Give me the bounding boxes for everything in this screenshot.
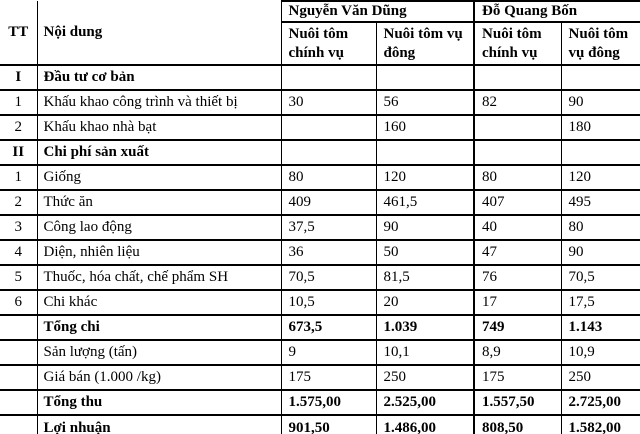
row-number-cell xyxy=(0,390,37,415)
value-cell xyxy=(376,65,474,90)
table-row xyxy=(0,415,640,434)
item-label-cell: Diện, nhiên liệu xyxy=(37,240,281,265)
item-label-cell: Tổng thu xyxy=(37,390,281,415)
table-row xyxy=(0,65,640,90)
row-number-cell xyxy=(0,365,37,390)
value-cell: 749 xyxy=(474,315,561,340)
row-number-cell: 2 xyxy=(0,115,37,140)
value-cell: 2.525,00 xyxy=(376,390,474,415)
subcolumn-header-chinh-vu-1: Nuôi tôm chính vụ xyxy=(281,22,376,65)
value-cell: 120 xyxy=(561,165,640,190)
subcolumn-header-vu-dong-2: Nuôi tôm vụ đông xyxy=(561,22,640,65)
value-cell xyxy=(561,65,640,90)
value-cell: 1.582,00 xyxy=(561,415,640,434)
value-cell: 2.725,00 xyxy=(561,390,640,415)
table-row xyxy=(0,115,640,140)
value-cell: 250 xyxy=(376,365,474,390)
value-cell: 901,50 xyxy=(281,415,376,434)
table-row xyxy=(0,90,640,115)
table-row xyxy=(0,390,640,415)
row-number-cell: 1 xyxy=(0,90,37,115)
value-cell: 175 xyxy=(281,365,376,390)
value-cell: 180 xyxy=(561,115,640,140)
item-label-cell: Thức ăn xyxy=(37,190,281,215)
value-cell: 1.575,00 xyxy=(281,390,376,415)
value-cell: 10,1 xyxy=(376,340,474,365)
value-cell: 90 xyxy=(376,215,474,240)
value-cell: 1.486,00 xyxy=(376,415,474,434)
table-body xyxy=(0,65,640,434)
value-cell xyxy=(474,115,561,140)
value-cell: 70,5 xyxy=(561,265,640,290)
item-label-cell: Chi phí sản xuất xyxy=(37,140,281,165)
value-cell: 30 xyxy=(281,90,376,115)
value-cell: 160 xyxy=(376,115,474,140)
value-cell: 461,5 xyxy=(376,190,474,215)
value-cell: 120 xyxy=(376,165,474,190)
item-label-cell: Đầu tư cơ bản xyxy=(37,65,281,90)
value-cell: 10,5 xyxy=(281,290,376,315)
value-cell: 70,5 xyxy=(281,265,376,290)
value-cell xyxy=(281,140,376,165)
item-label-cell: Giá bán (1.000 /kg) xyxy=(37,365,281,390)
value-cell: 36 xyxy=(281,240,376,265)
row-number-cell xyxy=(0,340,37,365)
table-row xyxy=(0,340,640,365)
value-cell: 76 xyxy=(474,265,561,290)
item-label-cell: Khấu khao nhà bạt xyxy=(37,115,281,140)
row-number-cell: 4 xyxy=(0,240,37,265)
value-cell xyxy=(376,140,474,165)
value-cell: 250 xyxy=(561,365,640,390)
value-cell: 20 xyxy=(376,290,474,315)
item-label-cell: Sản lượng (tấn) xyxy=(37,340,281,365)
table-row xyxy=(0,140,640,165)
value-cell: 81,5 xyxy=(376,265,474,290)
row-number-cell xyxy=(0,315,37,340)
row-number-cell: I xyxy=(0,65,37,90)
row-number-cell: 6 xyxy=(0,290,37,315)
row-number-cell: 3 xyxy=(0,215,37,240)
value-cell: 80 xyxy=(281,165,376,190)
value-cell xyxy=(474,65,561,90)
value-cell: 82 xyxy=(474,90,561,115)
value-cell: 17,5 xyxy=(561,290,640,315)
value-cell: 47 xyxy=(474,240,561,265)
item-label-cell: Thuốc, hóa chất, chế phẩm SH xyxy=(37,265,281,290)
value-cell: 1.143 xyxy=(561,315,640,340)
value-cell: 90 xyxy=(561,240,640,265)
value-cell: 80 xyxy=(561,215,640,240)
value-cell: 407 xyxy=(474,190,561,215)
value-cell: 80 xyxy=(474,165,561,190)
header-row-groups xyxy=(0,1,640,22)
value-cell: 1.557,50 xyxy=(474,390,561,415)
table-row xyxy=(0,290,640,315)
value-cell: 9 xyxy=(281,340,376,365)
value-cell: 175 xyxy=(474,365,561,390)
value-cell: 10,9 xyxy=(561,340,640,365)
table-row xyxy=(0,190,640,215)
value-cell xyxy=(561,140,640,165)
value-cell: 673,5 xyxy=(281,315,376,340)
value-cell xyxy=(281,115,376,140)
value-cell: 1.039 xyxy=(376,315,474,340)
table-row xyxy=(0,315,640,340)
item-label-cell: Công lao động xyxy=(37,215,281,240)
table-row xyxy=(0,240,640,265)
subcolumn-header-chinh-vu-2: Nuôi tôm chính vụ xyxy=(474,22,561,65)
row-number-cell: 2 xyxy=(0,190,37,215)
item-label-cell: Khấu khao công trình và thiết bị xyxy=(37,90,281,115)
value-cell: 495 xyxy=(561,190,640,215)
value-cell: 56 xyxy=(376,90,474,115)
value-cell: 409 xyxy=(281,190,376,215)
table-row xyxy=(0,365,640,390)
subcolumn-header-vu-dong-1: Nuôi tôm vụ đông xyxy=(376,22,474,65)
value-cell: 17 xyxy=(474,290,561,315)
row-number-cell: 5 xyxy=(0,265,37,290)
item-label-cell: Giống xyxy=(37,165,281,190)
value-cell: 90 xyxy=(561,90,640,115)
row-number-cell xyxy=(0,415,37,434)
row-number-cell: 1 xyxy=(0,165,37,190)
value-cell: 50 xyxy=(376,240,474,265)
table-row xyxy=(0,215,640,240)
value-cell xyxy=(281,65,376,90)
value-cell: 37,5 xyxy=(281,215,376,240)
item-label-cell: Chi khác xyxy=(37,290,281,315)
item-label-cell: Tổng chi xyxy=(37,315,281,340)
column-header-noi-dung: Nội dung xyxy=(37,1,281,65)
row-number-cell: II xyxy=(0,140,37,165)
item-label-cell: Lợi nhuận xyxy=(37,415,281,434)
table-row xyxy=(0,265,640,290)
value-cell: 40 xyxy=(474,215,561,240)
group-header-do-quang-bon: Đỗ Quang Bốn xyxy=(474,1,640,22)
value-cell: 808,50 xyxy=(474,415,561,434)
group-header-nguyen-van-dung: Nguyễn Văn Dũng xyxy=(281,1,474,22)
table-row xyxy=(0,165,640,190)
column-header-tt: TT xyxy=(0,1,37,65)
value-cell: 8,9 xyxy=(474,340,561,365)
value-cell xyxy=(474,140,561,165)
